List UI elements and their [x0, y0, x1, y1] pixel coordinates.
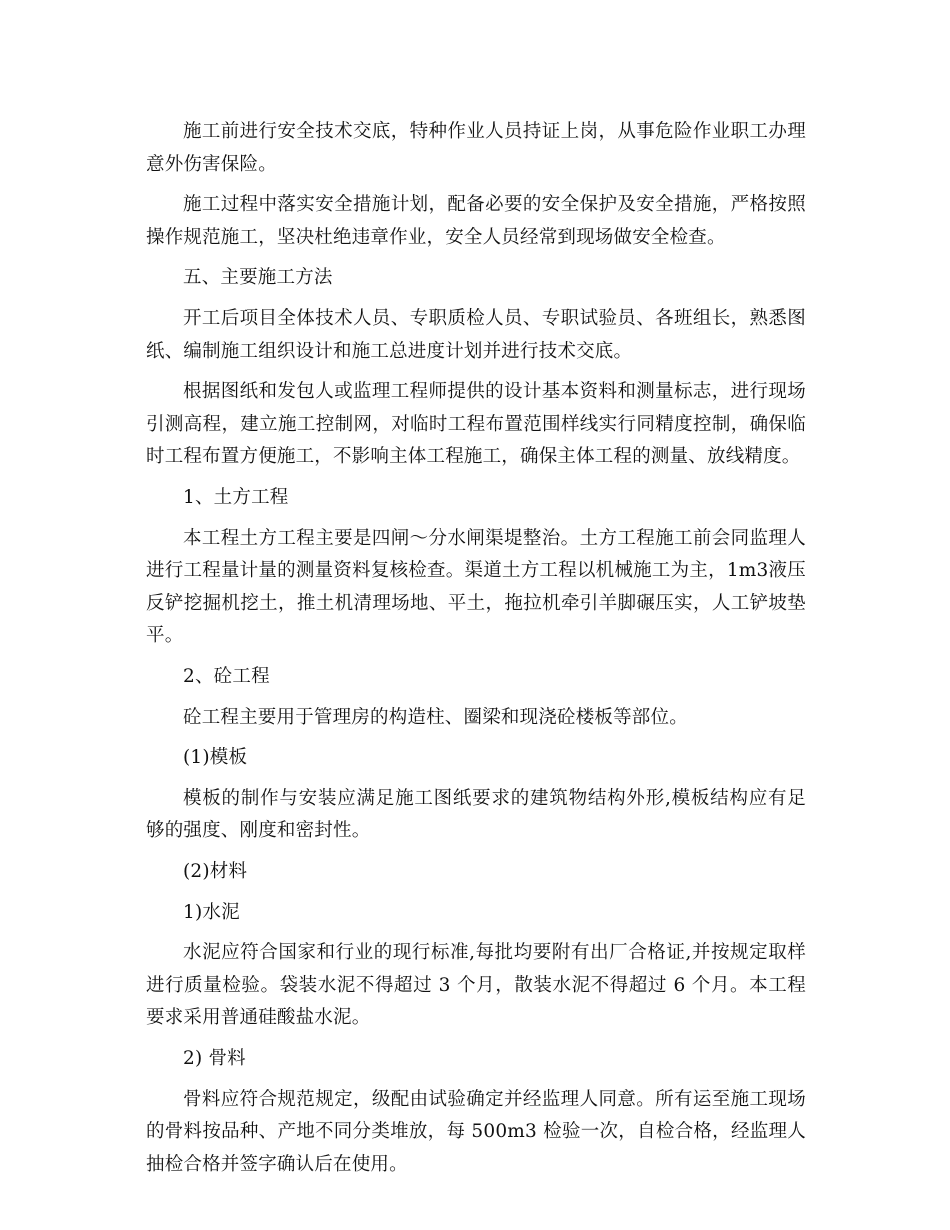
- paragraph-earthwork: 本工程土方工程主要是四闸～分水闸渠堤整治。土方工程施工前会同监理人进行工程量计量的测量资料复核检查。渠道土方工程以机械施工为主，1m3液压反铲挖掘机挖土，推土机清理场地、平土，拖拉机牵引羊脚碾压实，人工铲坡垫平。: [146, 527, 806, 647]
- subheading-earthwork: 1、土方工程: [183, 486, 289, 508]
- subheading-cement: 1)水泥: [183, 901, 240, 923]
- subheading-concrete-work: 2、砼工程: [183, 665, 270, 687]
- paragraph-technical-preparation: 开工后项目全体技术人员、专职质检人员、专职试验员、各班组长，熟悉图纸、编制施工组织设计和施工总进度计划并进行技术交底。: [146, 308, 806, 362]
- subheading-materials: (2)材料: [183, 861, 248, 883]
- paragraph-concrete-usage: 砼工程主要用于管理房的构造柱、圈梁和现浇砼楼板等部位。: [183, 706, 688, 728]
- paragraph-aggregate: 骨料应符合规范规定，级配由试验确定并经监理人同意。所有运至施工现场的骨料按品种、产地不同分类堆放，每 500m3 检验一次，自检合格，经监理人抽检合格并签字确认后在使用。: [146, 1088, 806, 1175]
- subheading-formwork: (1)模板: [183, 747, 248, 769]
- subheading-aggregate: 2) 骨料: [183, 1048, 246, 1070]
- section-heading-construction-methods: 五、主要施工方法: [183, 267, 333, 289]
- paragraph-cement: 水泥应符合国家和行业的现行标准,每批均要附有出厂合格证,并按规定取样进行质量检验。袋装水泥不得超过 3 个月，散装水泥不得超过 6 个月。本工程要求采用普通硅酸盐水泥。: [146, 942, 806, 1029]
- paragraph-survey-control: 根据图纸和发包人或监理工程师提供的设计基本资料和测量标志，进行现场引测高程，建立施工控制网，对临时工程布置范围样线实行同精度控制，确保临时工程布置方便施工，不影响主体工程施工，确保主体工程的测量、放线精度。: [146, 381, 806, 468]
- paragraph-safety-briefing: 施工前进行安全技术交底，特种作业人员持证上岗，从事危险作业职工办理意外伤害保险。: [146, 121, 806, 175]
- paragraph-formwork: 模板的制作与安装应满足施工图纸要求的建筑物结构外形,模板结构应有足够的强度、刚度和密封性。: [146, 787, 806, 842]
- paragraph-safety-measures: 施工过程中落实安全措施计划，配备必要的安全保护及安全措施，严格按照操作规范施工，坚决杜绝违章作业，安全人员经常到现场做安全检查。: [146, 194, 806, 248]
- document-body: [146, 116, 806, 1190]
